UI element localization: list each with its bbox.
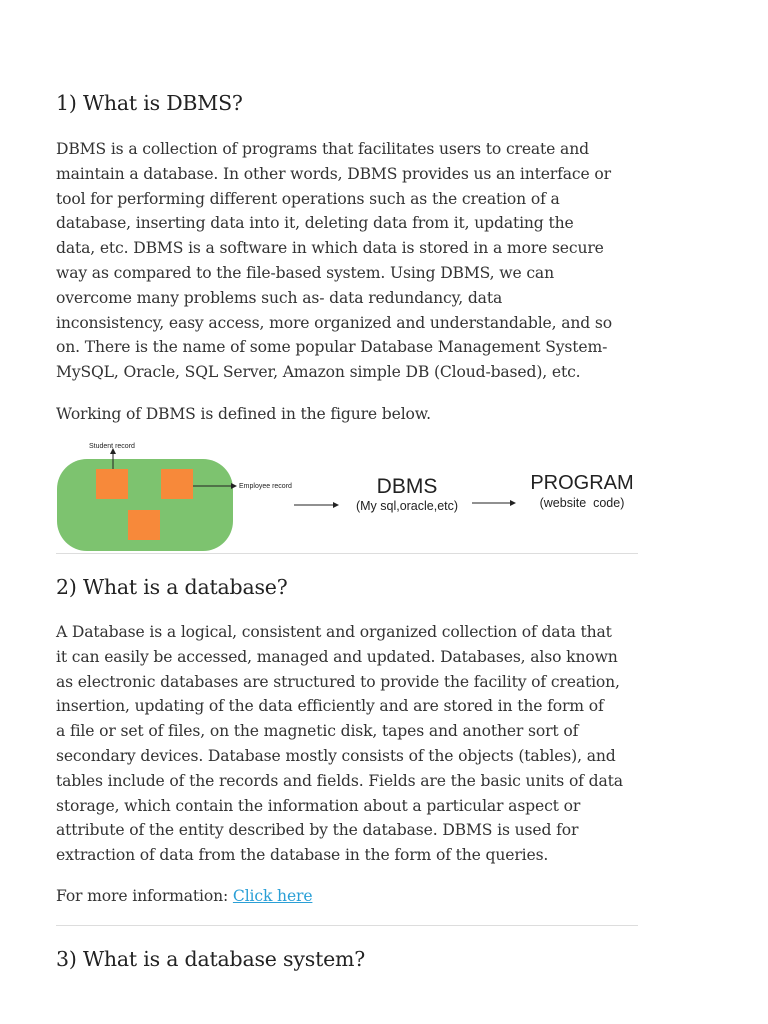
heading-what-is-database-system: 3) What is a database system? xyxy=(56,947,366,971)
record-box xyxy=(161,469,193,499)
text-line: overcome many problems such as- data redundancy, data xyxy=(56,288,503,307)
heading-what-is-dbms: 1) What is DBMS? xyxy=(56,91,243,115)
text-line: tables include of the records and fields. Fields are the basic units of data xyxy=(56,771,623,790)
employee-record-label: Employee record xyxy=(239,483,292,490)
text-line: MySQL, Oracle, SQL Server, Amazon simple DB (Cloud-based), etc. xyxy=(56,363,581,382)
more-info-prefix: For more information: xyxy=(56,887,233,905)
text-line: database, inserting data into it, deleting data from it, updating the xyxy=(56,214,574,233)
section-divider xyxy=(56,925,638,926)
text-line: secondary devices. Database mostly consists of the objects (tables), and xyxy=(56,746,616,765)
text-line: DBMS is a collection of programs that facilitates users to create and xyxy=(56,140,589,158)
text-line: attribute of the entity described by the database. DBMS is used for xyxy=(56,821,579,840)
dbms-diagram xyxy=(56,438,638,553)
more-information xyxy=(56,884,638,909)
record-box xyxy=(96,469,128,499)
dbms-label: DBMS xyxy=(376,475,438,498)
section-divider xyxy=(56,553,638,554)
text-line: insertion, updating of the data efficiently and are stored in the form of xyxy=(56,697,604,716)
text-line: as electronic databases are structured to provide the facility of creation, xyxy=(56,672,620,691)
text-line: on. There is the name of some popular Database Management System- xyxy=(56,338,608,357)
text-line: it can easily be accessed, managed and updated. Databases, also known xyxy=(56,647,618,666)
text-line: A Database is a logical, consistent and organized collection of data that xyxy=(56,623,612,641)
text-line: storage, which contain the information about a particular aspect or xyxy=(56,796,581,815)
dbms-sublabel: (My sql,oracle,etc) xyxy=(355,499,459,513)
text-line: extraction of data from the database in the form of the queries. xyxy=(56,846,549,865)
text-line: data, etc. DBMS is a software in which data is stored in a more secure xyxy=(56,239,604,258)
program-label: PROGRAM xyxy=(530,472,634,494)
student-record-label: Student record xyxy=(89,443,135,450)
click-here-link[interactable]: Click here xyxy=(232,887,313,905)
text-line: maintain a database. In other words, DBMS provides us an interface or xyxy=(56,164,611,183)
figure-caption: Working of DBMS is defined in the figure below. xyxy=(56,405,431,423)
heading-what-is-database: 2) What is a database? xyxy=(56,575,288,599)
paragraph-database-definition xyxy=(56,620,638,868)
paragraph-dbms-definition xyxy=(56,137,638,385)
record-box xyxy=(128,510,160,540)
text-line: inconsistency, easy access, more organized and understandable, and so xyxy=(56,313,613,332)
program-sublabel: (website code) xyxy=(539,496,625,510)
dbms-working-figure xyxy=(56,438,638,553)
text-line: a file or set of files, on the magnetic disk, tapes and another sort of xyxy=(56,722,579,741)
text-line: way as compared to the file-based system. Using DBMS, we can xyxy=(56,263,554,282)
text-line: tool for performing different operations such as the creation of a xyxy=(56,189,560,208)
